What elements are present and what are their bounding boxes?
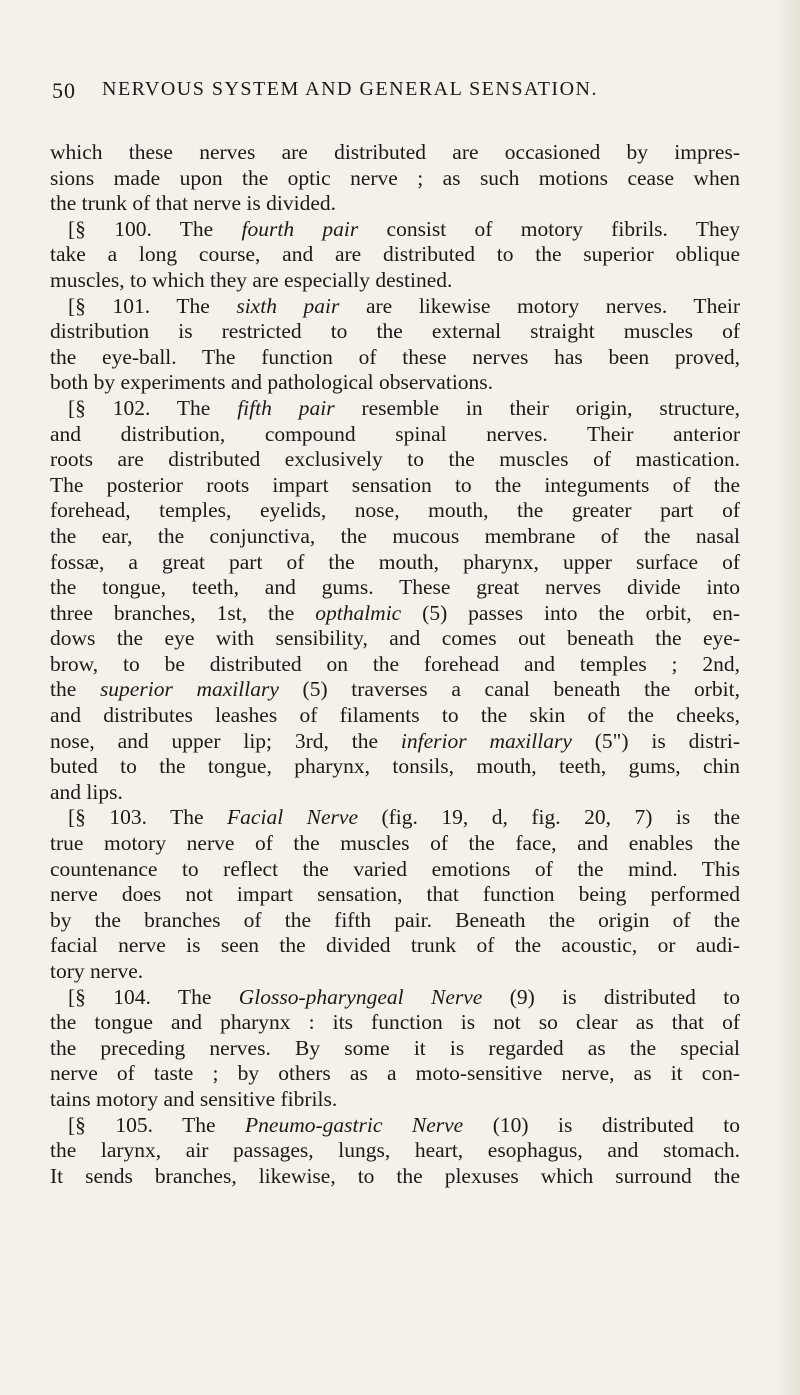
line-segment: [§ 100. The (68, 216, 242, 241)
text-line (50, 729, 740, 755)
text-line: and lips. (50, 779, 123, 804)
line-segment: [§ 103. The (68, 805, 228, 830)
text-line: dows the eye with sensibility, and comes out beneath the eye- (50, 626, 740, 651)
text-line: nerve does not impart sensation, that function being performed (50, 882, 740, 907)
italic-term: Facial Nerve (227, 805, 358, 830)
line-segment: resemble in their origin, structure, (334, 395, 740, 420)
line-segment: the (50, 677, 100, 702)
line-segment: (5) passes into the orbit, en- (401, 600, 741, 625)
text-line: and distributes leashes of filaments to the skin of the cheeks, (50, 703, 740, 728)
line-segment: (fig. 19, d, fig. 20, 7) is the (358, 805, 740, 830)
text-line (50, 805, 740, 831)
line-segment: (10) is distributed to (463, 1112, 740, 1137)
text-line (50, 677, 740, 703)
line-segment: (5") is distri- (571, 728, 740, 753)
text-line: The posterior roots impart sensation to the integuments of the (50, 472, 740, 497)
line-segment: consist of motory fibrils. They (358, 216, 741, 241)
line-segment: [§ 102. The (68, 395, 238, 420)
text-line: the tongue and pharynx : its function is not so clear as that of (50, 1010, 740, 1035)
italic-term: fourth pair (241, 216, 359, 241)
text-line: fossæ, a great part of the mouth, pharynx, upper surface of (50, 549, 740, 574)
line-segment: three branches, 1st, the (50, 600, 316, 625)
italic-term: superior maxillary (99, 677, 279, 702)
text-line: the trunk of that nerve is divided. (50, 191, 336, 216)
text-line: nerve of taste ; by others as a moto-sensitive nerve, as it con- (50, 1061, 740, 1086)
text-line: both by experiments and pathological observations. (50, 370, 494, 395)
text-line: forehead, temples, eyelids, nose, mouth, the greater part of (50, 498, 740, 523)
italic-term: inferior maxillary (400, 728, 572, 753)
running-head: NERVOUS SYSTEM AND GENERAL SENSATION. (102, 78, 598, 100)
italic-term: Glosso-pharyngeal Nerve (238, 984, 483, 1009)
page-edge-shadow (778, 0, 800, 1395)
italic-term: Pneumo-gastric Nerve (245, 1112, 464, 1137)
italic-term: opthalmic (315, 600, 402, 625)
text-line: facial nerve is seen the divided trunk of the acoustic, or audi- (50, 933, 740, 958)
line-segment: (5) traverses a canal beneath the orbit, (278, 677, 740, 702)
line-segment: (9) is distributed to (482, 984, 741, 1009)
text-line: true motory nerve of the muscles of the face, and enables the (50, 831, 740, 856)
text-line: distribution is restricted to the external straight muscles of (50, 319, 740, 344)
italic-term: sixth pair (236, 293, 340, 318)
italic-term: fifth pair (237, 395, 335, 420)
text-line: take a long course, and are distributed to the superior oblique (50, 242, 740, 267)
text-line (50, 294, 740, 320)
text-line: tains motory and sensitive fibrils. (50, 1086, 338, 1111)
body-text (50, 140, 740, 1189)
page-number: 50 (52, 78, 76, 103)
line-segment: [§ 104. The (68, 984, 239, 1009)
line-segment: [§ 101. The (68, 293, 237, 318)
text-line: brow, to be distributed on the forehead and temples ; 2nd, (50, 651, 740, 676)
line-segment: are likewise motory nerves. Their (339, 293, 740, 318)
text-line: the ear, the conjunctiva, the mucous membrane of the nasal (50, 523, 740, 548)
text-line (50, 1113, 740, 1139)
text-line: countenance to reflect the varied emotions of the mind. This (50, 856, 740, 881)
text-line: muscles, to which they are especially destined. (50, 267, 453, 292)
text-line: roots are distributed exclusively to the muscles of mastication. (50, 447, 740, 472)
page-header (52, 78, 742, 108)
text-line (50, 396, 740, 422)
text-line: sions made upon the optic nerve ; as such motions cease when (50, 165, 740, 190)
text-line: buted to the tongue, pharynx, tonsils, mouth, teeth, gums, chin (50, 754, 740, 779)
line-segment: [§ 105. The (68, 1112, 246, 1137)
text-line (50, 217, 740, 243)
text-line: It sends branches, likewise, to the plexuses which surround the (50, 1163, 740, 1188)
text-line: the preceding nerves. By some it is regarded as the special (50, 1035, 740, 1060)
text-line: the larynx, air passages, lungs, heart, esophagus, and stomach. (50, 1138, 740, 1163)
text-line: by the branches of the fifth pair. Beneath the origin of the (50, 907, 740, 932)
text-line (50, 985, 740, 1011)
line-segment: nose, and upper lip; 3rd, the (50, 728, 401, 753)
text-line: tory nerve. (50, 959, 144, 983)
text-line (50, 601, 740, 627)
text-line: which these nerves are distributed are occasioned by impres- (50, 140, 740, 164)
text-line: the tongue, teeth, and gums. These great nerves divide into (50, 575, 740, 600)
text-line: the eye-ball. The function of these nerves has been proved, (50, 344, 740, 369)
text-line: and distribution, compound spinal nerves. Their anterior (50, 421, 740, 446)
